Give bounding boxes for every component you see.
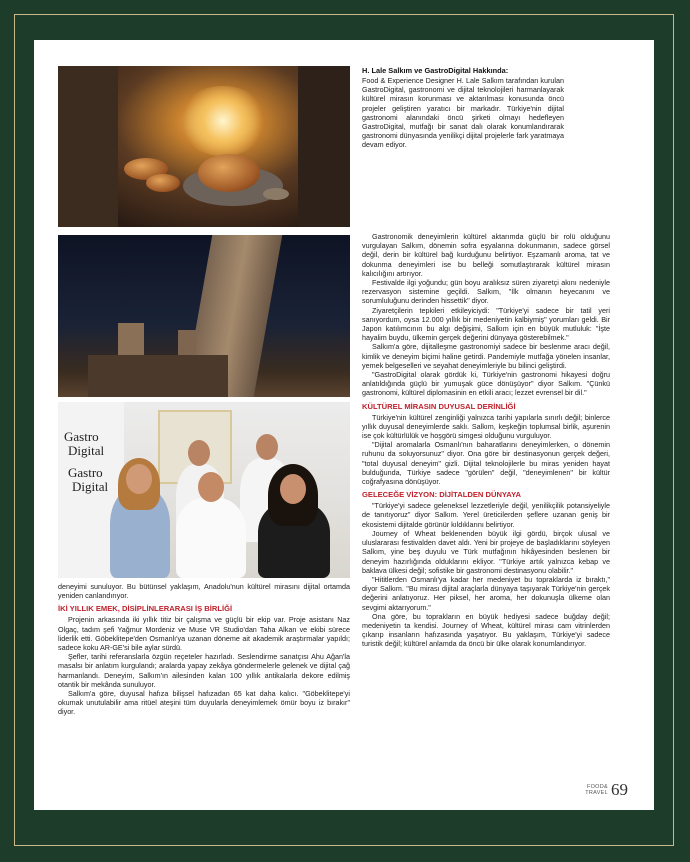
- magazine-page: [34, 40, 654, 810]
- chef-head: [188, 440, 210, 466]
- paragraph: Şefler, tarihi referanslarla özgün reçeteler hazırladı. Seslendirme sanatçısı Ahu Ağan'la masalsı bir anlatım kurgulandı; aralarda yapay zekâya göndermelerle gelenek ve dijital çağ harmanlandı. Deneyim, Salkım'ın ailesinden kalan 100 yıllık antikalarla dekore edilmiş otantik bir mekânda sunuluyor.: [58, 652, 350, 689]
- brand-line-1: FOOD&: [586, 784, 608, 790]
- stone-wall: [88, 355, 228, 397]
- flatbread-small: [146, 174, 180, 192]
- logo-gastro-2: Gastro: [68, 465, 103, 480]
- paragraph: "Türkiye'yi sadece geleneksel lezzetleriyle değil, yenilikçilik potansiyeliyle de tanıtıyoruz" diyor Salkım. Yerel üreticilerden şeflere uzanan geniş bir ekosistemi dijitalde görünür kıldıklarını belirtiyor.: [362, 501, 610, 529]
- chef-head-right: [256, 434, 278, 460]
- oven-wall-right: [298, 66, 350, 227]
- paragraph: "Dijital aromalarla Osmanlı'nın baharatlarını deneyimlerken, o dönemin ruhunu da soluyorsunuz" diyor. Ona göre bir destinasyonun gerçek değeri, "total duyusal deneyim" gizli. Dijital teknolojilerle bu miras yeniden hayat bulduğunda, Türkiye sadece "görülen" değil, "deneyimlenen" bir kültür coğrafyasına dönüşüyor.: [362, 440, 610, 487]
- logo-digital-1: Digital: [68, 443, 105, 458]
- paragraph: Salkım'a göre, duyusal hafıza bilişsel hafızadan 65 kat daha kalıcı. "Göbeklitepe'yi okumak unutulabilir ama ritüel ateşini tüm duyularla deneyimlemek ömür boyu iz bırakır" diyor.: [58, 689, 350, 717]
- brand-line-2: TRAVEL: [585, 790, 608, 796]
- paragraph: "GastroDigital olarak gördük ki, Türkiye'nin gastronomi hikayesi doğru anlatıldığında güçlü bir yumuşak güce dönüşüyor" diyor Salkım. "Çünkü gastronomi, kültürel diplomasinin en etkili aracı; lezzet evrensel bir dil.": [362, 370, 610, 398]
- magazine-brand: [585, 784, 608, 796]
- logo-digital-2: Digital: [72, 479, 109, 494]
- chef-center: [176, 498, 246, 578]
- section-heading-vision: GELECEĞE VİZYON: DİJİTALDEN DÜNYAYA: [362, 490, 521, 500]
- logo-gastro-1: Gastro: [64, 429, 99, 444]
- paragraph: "Hititlerden Osmanlı'ya kadar her medeniyet bu topraklarda iz bıraktı," diyor Salkım. "Bu mirası dijital araçlarla dünyaya taşıyarak Türkiye'nin gerçek değerini anlatıyoruz. Her piksel, her aroma, her dokunuşla ülkeme olan sevgimi aktarıyorum.": [362, 574, 610, 612]
- left-column: [58, 582, 350, 717]
- paragraph: Salkım'a göre, dijitalleşme gastronomiyi sadece bir beslenme aracı değil, kimlik ve deneyim biçimi haline getirdi. Pandemiyle mutfağa yönelen insanlar, yemek belgeselleri ve seyahat deneyimleriyle bu bilinci geliştirdi.: [362, 342, 610, 370]
- oven-wall: [58, 66, 118, 227]
- chef-center-head: [198, 472, 224, 502]
- photo-night-ruins: [58, 235, 350, 397]
- section-heading-heritage: KÜLTÜREL MİRASIN DUYUSAL DERİNLİĞİ: [362, 401, 516, 411]
- page-footer: [585, 780, 628, 800]
- section-heading-collaboration: İKİ YILLIK EMEK, DİSİPLİNLERARASI İŞ BİRLİĞİ: [58, 604, 233, 614]
- clay-bowl: [263, 188, 289, 200]
- fire-glow: [178, 86, 268, 156]
- paragraph: Gastronomik deneyimlerin kültürel aktarımda güçlü bir rolü olduğunu vurgulayan Salkım, dönemin sofra eşyalarına dokunmanın, sadece görsel değil, derin bir kültürel bağ kurduğunu belirtiyor. Eşzamanlı aroma, tat ve dokunma deneyimleri ise bu belleği somutlaştırarak kültürel mirasın kalıcılığını artırıyor.: [362, 232, 610, 278]
- paragraph: Türkiye'nin kültürel zenginliği yalnızca tarihi yapılarla sınırlı değil; binlerce yıllık duyusal deneyimlerde saklı. Salkım, keşkeğin toplumsal birlik, aşurenin ise çok kültürlülük ve hoşgörü simgesi olduğunu vurguluyor.: [362, 412, 610, 441]
- paragraph: Festivalde ilgi yoğundu; gün boyu aralıksız süren ziyaretçi akını nedeniyle rezervasyon sistemine geçildi. Salkım, "İlk olmanın heyecanını ve sorumluluğunu derinden hissettik" diyor.: [362, 278, 610, 306]
- about-box: [362, 66, 564, 150]
- bread-loaf: [198, 154, 260, 192]
- right-column: [362, 232, 610, 649]
- paragraph: Journey of Wheat beklenenden büyük ilgi gördü, birçok ulusal ve uluslararası festivalden davet aldı. Yeni bir projeye de başladıklarını söyleyen Salkım, yine beş duyulu ve Türk mutfağının hikâyesinden beslenen bir deneyim hazırlığında olduklarını ekliyor. "Türkiye artık yalnızca kebap ve baklava ülkesi değil; sofistike bir gastronomi destinasyonu olabilir.": [362, 528, 610, 575]
- woman-head: [126, 464, 152, 494]
- photo-bread-fire: [58, 66, 350, 227]
- page-number: 69: [611, 780, 628, 799]
- intro-paragraph: deneyimi sunuluyor. Bu bütünsel yaklaşım, Anadolu'nun kültürel mirasını dijital ortamda yeniden canlandırıyor.: [58, 582, 350, 601]
- paragraph: Ziyaretçilerin tepkileri etkileyiciydi: "Türkiye'yi sadece bir tatil yeri sanıyordum, oysa 12.000 yıllık bir medeniyetin kalbiymiş" yorumları geldi. Bir Japon katılımcının bu algı değişimi, Salkım için en büyük mutluluk: "İşte hayalim buydu, ülkemin gerçek değerini dünyaya gösterebilmek.": [362, 305, 610, 343]
- woman-right-head: [280, 474, 306, 504]
- about-text: Food & Experience Designer H. Lale Salkım tarafından kurulan GastroDigital, gastronomi ve dijital teknolojileri harmanlayarak kültürel mirasın korunması ve aktarılması konusunda öncü projeler geliştiren yaratıcı bir markadır. Türkiye'nin dijital gastronomi alanındaki öncü şirketi olmayı hedefleyen GastroDigital, mutfağı bir sanat dalı olarak konumlandırarak gastronomi dünyasında yenilikçi dijital projelerle fark yaratmaya devam ediyor.: [362, 76, 564, 150]
- paragraph: Projenin arkasında iki yıllık titiz bir çalışma ve güçlü bir ekip var. Proje asistanı Naz Olgaç, tadım şefi Yağmur Mordeniz ve Muse VR Studio'dan Taha Alkan ve ekibi sürece liderlik etti. Göbeklitepe'den Osmanlı'ya uzanan döneme ait akademik araştırmalar yapıldı; sadece koku AR-GE'si bile aylar sürdü.: [58, 615, 350, 653]
- photo-team: [58, 402, 350, 578]
- paragraph: Ona göre, bu toprakların en büyük hediyesi sadece buğday değil; medeniyetin ta kendisi. Journey of Wheat, kültürel mirası cam vitrinlerden çıkarıp insanların hafızasında yaşatıyor. Bu yaklaşım, Türkiye'yi sadece turistik değil; kültürel anlamda da öncü bir ülke olarak konumlandırıyor.: [362, 611, 610, 649]
- about-title: H. Lale Salkım ve GastroDigital Hakkında:: [362, 66, 509, 75]
